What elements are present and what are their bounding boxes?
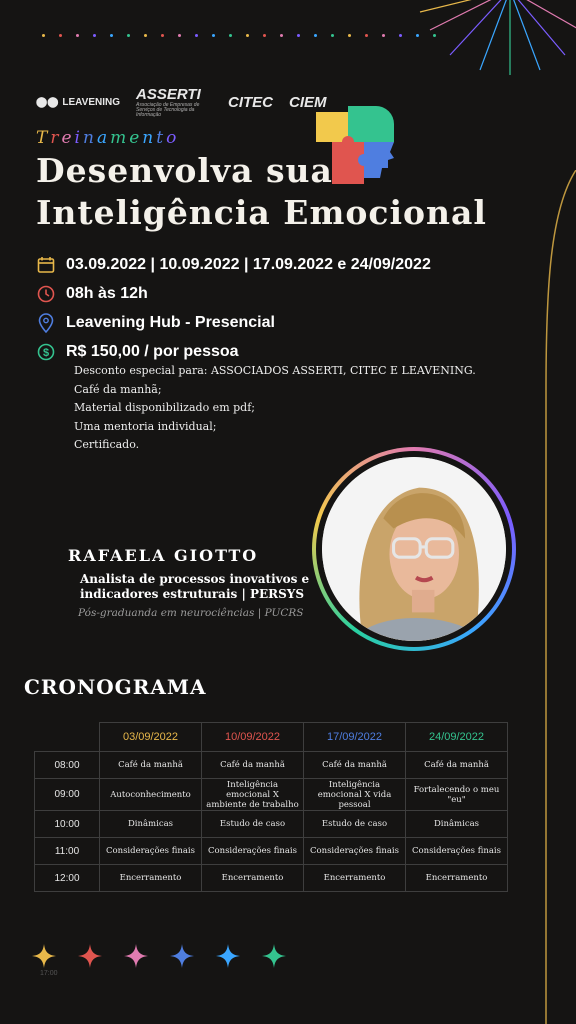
schedule-activity-cell: Estudo de caso (304, 811, 406, 838)
speaker-photo-frame (312, 447, 516, 651)
sparkle-star-icon (216, 944, 240, 968)
date-row (36, 250, 431, 279)
schedule-activity-cell: Café da manhã (304, 752, 406, 779)
title-line-2: Inteligência Emocional (36, 193, 487, 232)
schedule-activity-cell: Autoconhecimento (100, 779, 202, 811)
time-row (36, 279, 431, 308)
schedule-activity-cell: Encerramento (406, 865, 508, 892)
schedule-activity-cell: Café da manhã (406, 752, 508, 779)
citec-logo: CITEC (228, 93, 273, 111)
leavening-logo-text: LEAVENING (62, 96, 120, 108)
sparkle-star-icon (78, 944, 102, 968)
benefit-item: Café da manhã; (74, 382, 162, 396)
page-title (36, 150, 487, 234)
benefit-item: Desconto especial para: ASSOCIADOS ASSERTI, CITEC E LEAVENING. (74, 364, 476, 377)
speaker-education: Pós-graduanda em neurociências | PUCRS (78, 607, 304, 619)
sparkle-star-icon (124, 944, 148, 968)
schedule-activity-cell: Considerações finais (100, 838, 202, 865)
schedule-row (35, 865, 508, 892)
schedule-date-header: 24/09/2022 (406, 723, 508, 752)
event-price: R$ 150,00 / por pessoa (66, 342, 239, 360)
schedule-activity-cell: Dinâmicas (406, 811, 508, 838)
schedule-time-cell: 10:00 (35, 811, 100, 838)
schedule-activity-cell: Encerramento (304, 865, 406, 892)
schedule-header-row (35, 723, 508, 752)
ciem-logo: CIEM (289, 93, 327, 111)
asserti-logo-subtitle: Associação de Empresas de Serviços de Tecnologia da Informação (136, 102, 200, 118)
event-info (36, 250, 431, 366)
schedule-time-cell: 11:00 (35, 838, 100, 865)
schedule-activity-cell: Encerramento (202, 865, 304, 892)
title-line-1: Desenvolva sua (36, 151, 333, 190)
speaker-role: Analista de processos inovativos e indicadores estruturais | PERSYS (80, 572, 310, 601)
partner-logos (36, 86, 327, 118)
schedule-time-cell: 08:00 (35, 752, 100, 779)
schedule-activity-cell: Encerramento (100, 865, 202, 892)
leavening-logo-icon: ⬤⬤ (36, 96, 59, 108)
benefit-item: Certificado. (74, 438, 140, 451)
asserti-logo-text: ASSERTI (136, 86, 201, 103)
training-kicker: Treinamento (36, 128, 180, 148)
watermark-text: 17:00 (40, 970, 58, 977)
clock-icon (36, 285, 56, 303)
event-location: Leavening Hub - Presencial (66, 313, 275, 331)
schedule-activity-cell: Estudo de caso (202, 811, 304, 838)
schedule-activity-cell: Dinâmicas (100, 811, 202, 838)
schedule-date-header: 03/09/2022 (100, 723, 202, 752)
schedule-corner-cell (35, 723, 100, 752)
schedule-activity-cell: Considerações finais (304, 838, 406, 865)
schedule-time-cell: 09:00 (35, 779, 100, 811)
asserti-logo (136, 86, 212, 118)
schedule-row (35, 811, 508, 838)
schedule-activity-cell: Considerações finais (202, 838, 304, 865)
schedule-row (35, 779, 508, 811)
sparkle-star-icon (170, 944, 194, 968)
benefit-item: Uma mentoria individual; (74, 419, 217, 433)
svg-text:$: $ (42, 346, 50, 359)
schedule-date-header: 10/09/2022 (202, 723, 304, 752)
dollar-icon (36, 343, 56, 361)
schedule-activity-cell: Considerações finais (406, 838, 508, 865)
schedule-activity-cell: Fortalecendo o meu "eu" (406, 779, 508, 811)
calendar-icon (36, 256, 56, 274)
schedule-title: CRONOGRAMA (24, 675, 207, 699)
schedule-activity-cell: Café da manhã (202, 752, 304, 779)
location-row (36, 308, 431, 337)
schedule-date-header: 17/09/2022 (304, 723, 406, 752)
event-dates: 03.09.2022 | 10.09.2022 | 17.09.2022 e 24/09/2022 (66, 255, 431, 273)
benefit-item: Material disponibilizado em pdf; (74, 401, 255, 414)
schedule-time-cell: 12:00 (35, 865, 100, 892)
schedule-activity-cell: Café da manhã (100, 752, 202, 779)
decorative-curve (520, 170, 576, 1024)
schedule-table (34, 722, 508, 892)
decorative-stars (32, 944, 286, 968)
location-pin-icon (36, 313, 56, 333)
firework-decoration (410, 0, 576, 80)
leavening-logo (36, 97, 120, 108)
speaker-name: RAFAELA GIOTTO (68, 546, 259, 565)
decorative-dots (42, 34, 436, 37)
sparkle-star-icon (262, 944, 286, 968)
benefits-list (74, 362, 476, 455)
schedule-row (35, 838, 508, 865)
schedule-row (35, 752, 508, 779)
sparkle-star-icon (32, 944, 56, 968)
schedule-activity-cell: Inteligência emocional X vida pessoal (304, 779, 406, 811)
schedule-activity-cell: Inteligência emocional X ambiente de trabalho (202, 779, 304, 811)
event-time: 08h às 12h (66, 284, 148, 302)
speaker-portrait-illustration (322, 457, 506, 641)
speaker-photo (322, 457, 506, 641)
